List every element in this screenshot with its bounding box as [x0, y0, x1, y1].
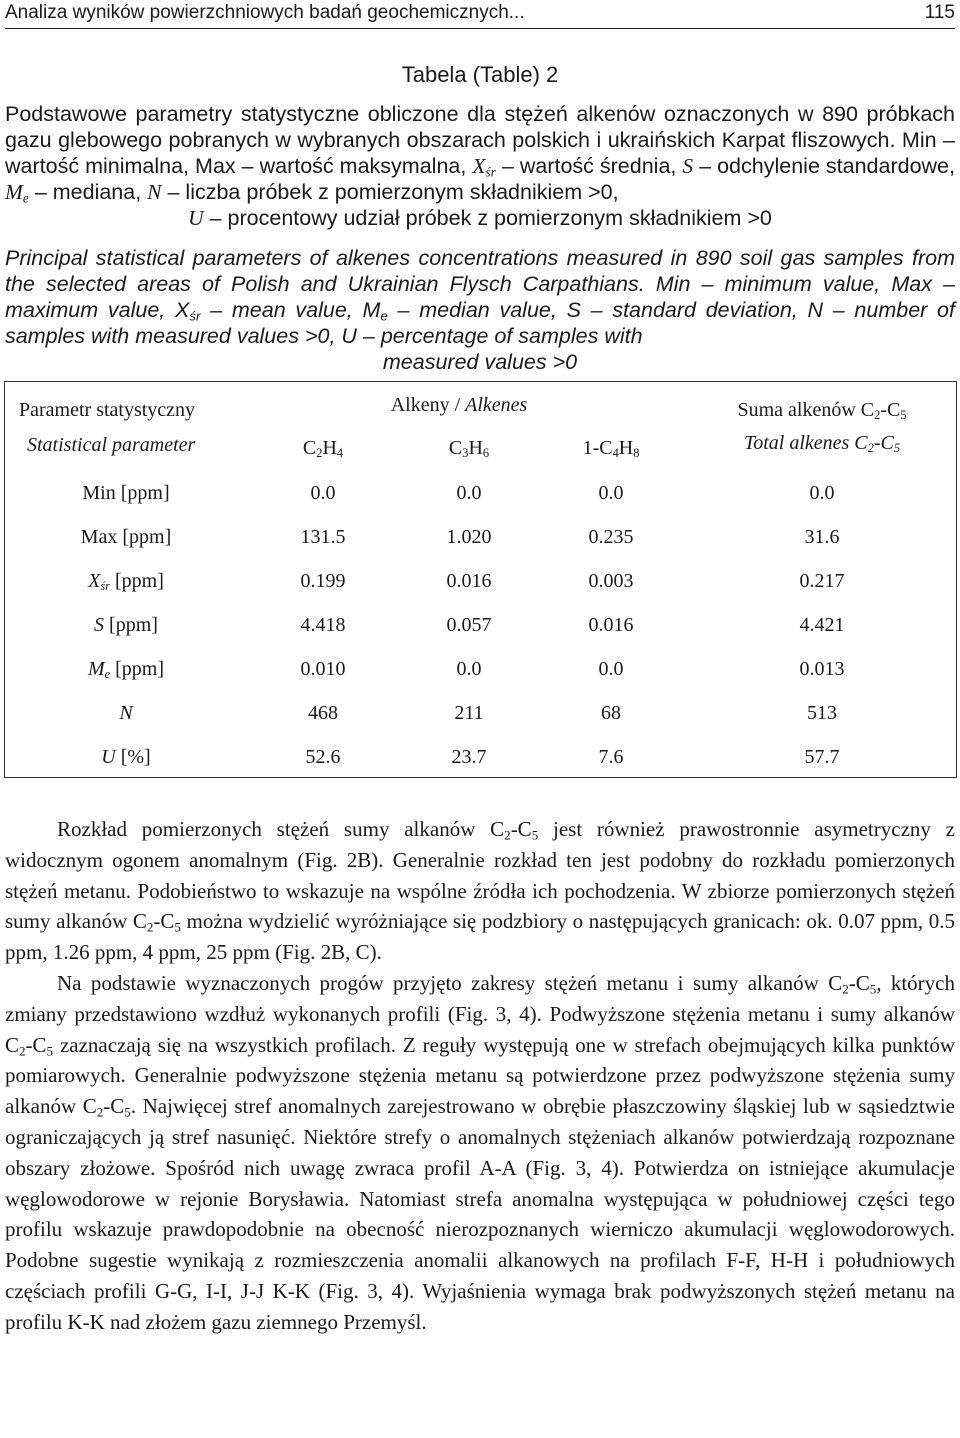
table-cell: 4.418 — [300, 614, 346, 636]
row-label-u: U [%] — [101, 746, 151, 768]
table-cell: 0.0 — [598, 658, 624, 680]
table-cell: 4.421 — [799, 614, 845, 636]
table-caption-polish: Podstawowe parametry statystyczne obliczone dla stężeń alkenów oznaczonych w 890 próbkach gazu glebowego pobranych w wybranych obszarach polskich i ukraińskich Karpat fliszowych. Min – wartość minimalna, Max – wartość maksymalna, $X_{śr}$ – wartość średnia, S – odchylenie standardowe, $M_e$ – mediana, N – liczba próbek z pomierzonym składnikiem >0, U – procentowy udział próbek z pomierzonym składnikiem >0 — [5, 102, 955, 230]
table-cell: 0.0 — [809, 482, 835, 504]
body-paragraph: Rozkład pomierzonych stężeń sumy alkanów $C_2-C_5$ jest również prawostronnie asymetryczny z widocznym ogonem anomalnym (Fig. 2B). Generalnie rozkład ten jest podobny do rozkładu pomierzonych stężeń metanu. Podobieństwo to wskazuje na wspólne źródła ich pochodzenia. W zbiorze pomierzonych stężeń sumy alkanów $C_2-C_5$ można wydzielić wyróżniające się podzbiory o następujących granicach: ok. 0.07 ppm, 0.5 ppm, 1.26 ppm, 4 ppm, 25 ppm (Fig. 2B, C). — [5, 817, 956, 965]
table-cell: 0.057 — [446, 614, 492, 636]
table-cell: 0.199 — [300, 570, 346, 592]
param-header-pl: Parametr statystyczny — [19, 399, 196, 421]
table-cell: 0.235 — [588, 526, 634, 548]
table-caption-english: Principal statistical parameters of alkenes concentrations measured in 890 soil gas samples from the selected areas of Polish and Ukrainian Flysch Carpathians. Min – minimum value, Max – maximum value, $X_{śr}$ – mean value, $M_e$ – median value, S – standard deviation, N – number of samples with measured values >0, U – percentage of samples with measured values >0 — [5, 246, 955, 374]
row-label-max: Max [ppm] — [80, 526, 172, 548]
table-cell: 23.7 — [451, 746, 487, 768]
table-cell: 0.013 — [799, 658, 845, 680]
table-cell: 131.5 — [300, 526, 346, 548]
table-cell: 0.0 — [456, 658, 482, 680]
table-cell: 513 — [807, 702, 837, 724]
row-label-mean: $X_{śr}$ [ppm] — [88, 570, 164, 594]
statistics-table — [4, 381, 957, 778]
table-cell: 0.0 — [456, 482, 482, 504]
col-header-c3h6: $C_3H_6$ — [448, 437, 490, 461]
alkenes-group-header: Alkeny / Alkenes — [390, 394, 528, 416]
running-header-title: Analiza wyników powierzchniowych badań geochemicznych... — [5, 2, 525, 23]
sum-header-pl: Suma alkenów $C_2-C_5$ — [737, 399, 907, 423]
row-label-std: S [ppm] — [94, 614, 158, 636]
param-header-en: Statistical parameter — [27, 434, 196, 456]
table-cell: 0.003 — [588, 570, 634, 592]
table-cell: 1.020 — [446, 526, 492, 548]
row-label-n: N — [119, 702, 133, 724]
table-title: Tabela (Table) 2 — [401, 62, 559, 87]
table-cell: 0.0 — [310, 482, 336, 504]
table-cell: 7.6 — [598, 746, 624, 768]
col-header-c2h4: $C_2H_4$ — [302, 437, 344, 461]
row-label-median: $M_e$ [ppm] — [87, 658, 165, 682]
body-paragraph: Na podstawie wyznaczonych progów przyjęto zakresy stężeń metanu i sumy alkanów $C_2-C_5$, których zmiany przedstawiono wzdłuż wykonanych profili (Fig. 3, 4). Podwyższone stężenia metanu i sumy alkanów $C_2-C_5$ zaznaczają się na wszystkich profilach. Z reguły występują one w strefach obejmujących kilka punktów pomiarowych. Generalnie podwyższone stężenia metanu są potwierdzone przez podwyższone stężenia sumy alkanów $C_2-C_5$. Najwięcej stref anomalnych zarejestrowano w obrębie płaszczowiny śląskiej lub w sąsiedztwie ograniczających ją stref nasunięć. Niektóre strefy o anomalnych stężeniach alkanów potwierdzają rozpoznane obszary złożowe. Spośród nich uwagę zwraca profil A-A (Fig. 3, 4). Potwierdza on istniejące akumulacje węglowodorowe w rejonie Borysławia. Natomiast strefa anomalna występująca w południowej części tego profilu wskazuje prawdopodobnie na obecność nierozpoznanych wierniczo akumulacji węglowodorowych. Podobne sugestie wynikają z rozmieszczenia anomalii alkanowych na profilach F-F, H-H i południowych częściach profili G-G, I-I, J-J K-K (Fig. 3, 4). Wyjaśnienia wymaga brak podwyższonych stężeń metanu na profilu K-K nad złożem gazu ziemnego Przemyśl. — [5, 970, 955, 1334]
page-number: 115 — [924, 2, 955, 23]
table-cell: 211 — [454, 702, 484, 724]
table-cell: 57.7 — [804, 746, 840, 768]
row-label-min: Min [ppm] — [82, 482, 170, 504]
table-cell: 0.010 — [300, 658, 346, 680]
table-cell: 0.016 — [588, 614, 634, 636]
table-cell: 0.016 — [446, 570, 492, 592]
sum-header-en: Total alkenes $C_2-C_5$ — [743, 432, 901, 456]
col-header-1c4h8: $1-C_4H_8$ — [582, 437, 640, 461]
table-cell: 31.6 — [804, 526, 840, 548]
header-rule — [5, 28, 955, 29]
body-text — [5, 814, 955, 1338]
running-header — [5, 2, 955, 28]
table-cell: 68 — [601, 702, 621, 724]
table-cell: 0.0 — [598, 482, 624, 504]
table-cell: 468 — [308, 702, 338, 724]
table-cell: 0.217 — [799, 570, 845, 592]
table-cell: 52.6 — [305, 746, 341, 768]
